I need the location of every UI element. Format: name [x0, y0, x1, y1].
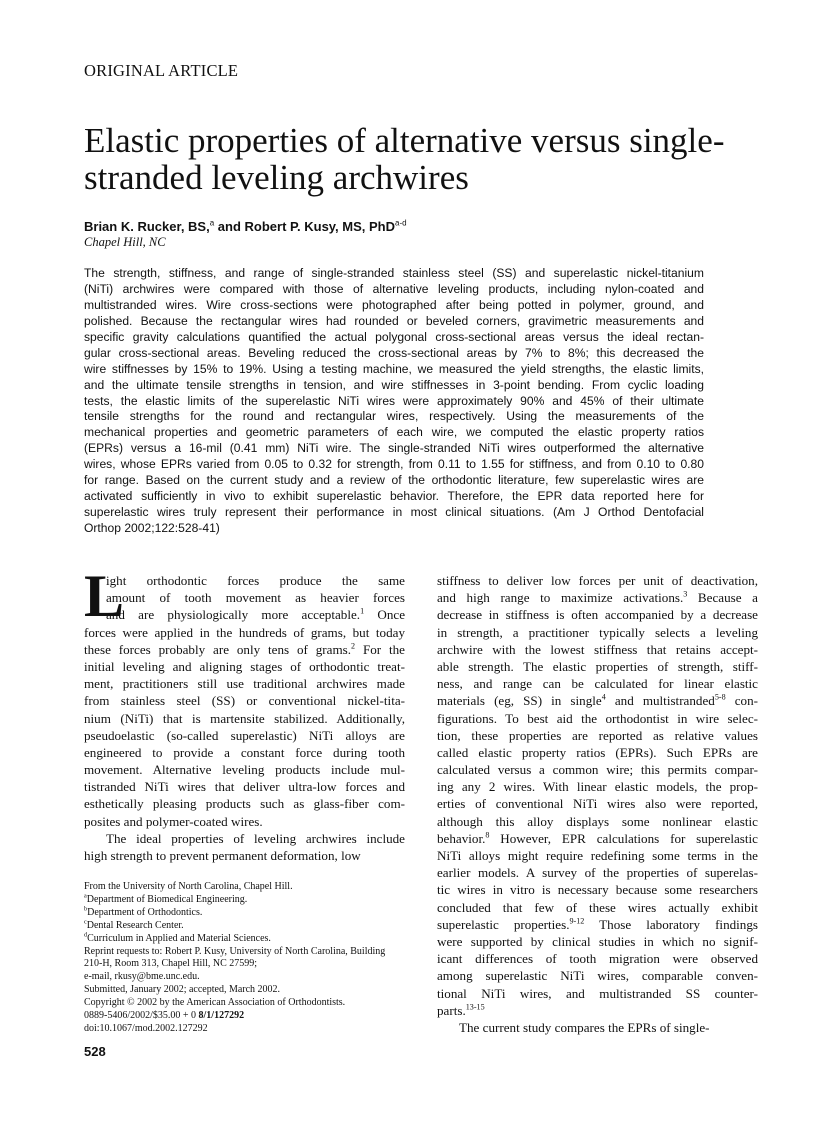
body-line: [84, 813, 405, 830]
text-segment: in strength, a practitioner typically selects a leveling: [437, 624, 758, 640]
body-line: [437, 985, 758, 1002]
body-line: [84, 795, 405, 812]
text-segment: erties of conventional NiTi wires also were reported,: [437, 796, 758, 812]
text-segment: from stainless steel (SS) or conventional nickel-tita-: [84, 693, 405, 709]
footnotes: [84, 881, 409, 1036]
abstract-line: [84, 489, 704, 505]
text-segment: calculated versus a common wire; this permits compar-: [437, 762, 758, 778]
text-segment: although this alloy displays some nonlinear elastic: [437, 813, 758, 829]
body-line: [437, 847, 758, 864]
text-segment: materials (eg, SS) in single: [437, 693, 602, 709]
authors: [84, 219, 407, 234]
text-segment: tests, the elastic limits of the superelastic NiTi wires were approximately 90% and 45% of their ultimate: [84, 393, 704, 408]
text-segment: were supported by clinical studies in which no signif-: [437, 933, 758, 949]
text-segment: Once: [364, 607, 405, 623]
body-line: [437, 727, 758, 744]
text-segment: doi:10.1067/mod.2002.127292: [84, 1022, 208, 1034]
text-segment: archwire with the lowest stiffness that retains accept-: [437, 641, 758, 657]
citation-superscript: b: [84, 905, 88, 913]
abstract-line: [84, 314, 704, 330]
text-segment: high strength to prevent permanent deformation, low: [84, 848, 361, 863]
text-segment: and high range to maximize activations.: [437, 590, 684, 606]
abstract-line: [84, 330, 704, 346]
text-segment: ness, and range can be calculated for linear elastic: [437, 676, 758, 692]
footnote-line: [84, 907, 409, 920]
drop-cap: L: [84, 563, 125, 629]
text-segment: Submitted, January 2002; accepted, March 2002.: [84, 984, 281, 996]
body-line: [437, 933, 758, 950]
abstract-line: [84, 505, 704, 521]
text-segment: ing any 2 wires. With linear elastic models, the prop-: [437, 779, 758, 795]
abstract-line: [84, 282, 704, 298]
body-line: [437, 778, 758, 795]
text-segment: forces were applied in the hundreds of grams, but today: [84, 624, 405, 640]
text-segment: and are physiologically more acceptable.: [106, 607, 361, 623]
body-line: [437, 967, 758, 984]
citation-superscript: 3: [683, 589, 688, 599]
text-segment: Reprint requests to: Robert P. Kusy, University of North Carolina, Building: [84, 945, 386, 957]
body-line: [437, 795, 758, 812]
body-line: [84, 830, 405, 847]
body-column-left: [84, 572, 405, 864]
text-segment: earlier models. A survey of the properties of superelas-: [437, 865, 758, 881]
citation-superscript: 9-12: [569, 916, 585, 926]
title-line-1: Elastic properties of alternative versus single-: [84, 121, 725, 160]
author-location: Chapel Hill, NC: [84, 235, 166, 249]
text-segment: NiTi alloys might require redefining some terms in the: [437, 848, 758, 863]
citation-superscript: 1: [360, 607, 365, 617]
footnote-line: [84, 933, 409, 946]
text-segment: nium (NiTi) that is martensite stabilized. Additionally,: [84, 710, 405, 726]
text-segment: tistranded NiTi wires that deliver ultra-low forces and: [84, 779, 405, 795]
text-segment: tic wires in vitro is necessary because some researchers: [437, 882, 758, 898]
author-2: Robert P. Kusy, MS, PhD: [244, 219, 396, 234]
text-segment: (NiTi) archwires were compared with those of alternative leveling products, including nylon-coated and: [84, 281, 704, 296]
author-1-affiliation: a: [209, 218, 215, 228]
text-segment: these forces probably are only tens of grams.: [84, 641, 352, 657]
text-segment: However, EPR calculations for superelastic: [489, 830, 758, 846]
text-segment: specific gravity calculations quantified the actual polygonal cross-sectional areas versus the ideal rectan-: [84, 329, 704, 344]
author-1: Brian K. Rucker, BS,: [84, 219, 210, 234]
abstract-line: [84, 441, 704, 457]
footnote-line: [84, 984, 409, 997]
body-line: [437, 864, 758, 881]
footnote-line: [84, 920, 409, 933]
text-segment: Department of Orthodontics.: [87, 906, 203, 918]
text-segment: Because a: [687, 590, 758, 606]
body-line: [437, 916, 758, 933]
footnote-line: [84, 997, 409, 1010]
body-line: [437, 899, 758, 916]
body-line: [84, 761, 405, 778]
abstract-line: [84, 457, 704, 473]
text-segment: for range. Based on the current study and a review of the orthodontic literature, few superelastic wires are: [84, 473, 704, 488]
citation-superscript: 8: [485, 830, 490, 840]
body-line: [84, 641, 405, 658]
body-line: [84, 778, 405, 795]
text-segment: figurations. To best aid the orthodontist in wire selec-: [437, 710, 758, 726]
body-line: [437, 744, 758, 761]
body-line: [84, 692, 405, 709]
text-segment: concluded that few of these wires actually exhibit: [437, 899, 758, 915]
manuscript-id: 8/1/127292: [198, 1010, 245, 1022]
text-segment: behavior.: [437, 830, 486, 846]
text-segment: Department of Biomedical Engineering.: [86, 893, 248, 905]
text-segment: stiffness to deliver low forces per unit of deactivation,: [437, 573, 758, 588]
text-segment: tional NiTi wires, and multistranded SS counter-: [437, 985, 758, 1001]
footnote-line: [84, 946, 409, 959]
section-label: ORIGINAL ARTICLE: [84, 61, 239, 80]
body-line: [437, 572, 758, 589]
footnote-line: [84, 1010, 409, 1023]
body-line: [84, 658, 405, 675]
text-segment: superelastic wires truly represent their performance in most clinical situations. (Am J Orthod Dentofacial: [84, 505, 704, 520]
text-segment: decrease in stiffness is often accompanied by a decrease: [437, 607, 758, 623]
citation-superscript: 4: [601, 692, 606, 702]
text-segment: superelastic properties.: [437, 916, 570, 932]
body-line: [437, 641, 758, 658]
text-segment: Orthop 2002;122:528-41): [84, 521, 220, 535]
text-segment: among superelastic NiTi wires, comparable conven-: [437, 968, 758, 984]
footnote-line: [84, 1023, 409, 1036]
body-line: [84, 727, 405, 744]
title-line-2: stranded leveling archwires: [84, 158, 469, 197]
body-column-right: [437, 572, 758, 1036]
text-segment: From the University of North Carolina, Chapel Hill.: [84, 881, 293, 892]
citation-superscript: a: [84, 892, 87, 900]
text-segment: wires, whose EPRs varied from 0.05 to 0.32 for strength, from 0.11 to 1.55 for stiffness, and from 0.10 to 0.80: [84, 457, 704, 472]
text-segment: icant differences of tooth migration were observed: [437, 951, 758, 967]
text-segment: The strength, stiffness, and range of single-stranded stainless steel (SS) and superelastic nickel-titanium: [84, 266, 704, 280]
body-line: [84, 606, 405, 623]
body-line: [84, 675, 405, 692]
body-line: [437, 761, 758, 778]
abstract-line: [84, 394, 704, 410]
text-segment: multistranded wires. Wire cross-sections were photographed after being potted in polymer, ground, and: [84, 297, 704, 312]
body-line: [84, 744, 405, 761]
body-line: [84, 710, 405, 727]
citation-superscript: 2: [351, 641, 356, 651]
body-line: [437, 881, 758, 898]
abstract-line: [84, 409, 704, 425]
body-line: [437, 606, 758, 623]
body-line: [437, 813, 758, 830]
body-line: [437, 589, 758, 606]
text-segment: gular cross-sectional areas. Beveling reduced the cross-sectional areas by 7% to 8%; this decreased the: [84, 345, 704, 360]
text-segment: Copyright © 2002 by the American Association of Orthodontists.: [84, 997, 346, 1009]
text-segment: Those laboratory findings: [584, 916, 758, 932]
body-line: [437, 1002, 758, 1019]
text-segment: initial leveling and aligning stages of orthodontic treat-: [84, 658, 405, 674]
abstract-line: [84, 521, 704, 537]
text-segment: ight orthodontic forces produce the same: [106, 573, 405, 588]
article-title: [84, 122, 764, 196]
body-line: [437, 692, 758, 709]
abstract: [84, 266, 704, 537]
text-segment: and the ultimate tensile strengths in tension, and wire stiffnesses in 3-point bending. From cyclic loading: [84, 377, 704, 392]
abstract-line: [84, 425, 704, 441]
author-2-affiliation: a-d: [395, 218, 407, 228]
footnote-line: [84, 958, 409, 971]
text-segment: parts.: [437, 1002, 466, 1018]
page-number: 528: [84, 1044, 106, 1059]
body-line: [437, 658, 758, 675]
text-segment: The ideal properties of leveling archwires include: [106, 830, 405, 846]
body-line: [84, 572, 405, 589]
body-line: [84, 624, 405, 641]
text-segment: pseudoelastic (so-called superelastic) NiTi alloys are: [84, 727, 405, 743]
citation-superscript: 13-15: [465, 1002, 485, 1012]
body-line: [84, 847, 405, 864]
authors-and: and: [214, 219, 245, 234]
abstract-line: [84, 362, 704, 378]
text-segment: amount of tooth movement as heavier forces: [106, 590, 405, 606]
text-segment: 0889-5406/2002/$35.00 + 0: [84, 1010, 199, 1022]
body-line: [437, 624, 758, 641]
footnote-line: [84, 894, 409, 907]
body-line: [437, 675, 758, 692]
text-segment: polished. Because the rectangular wires had rounded or beveled corners, gravimetric measurements and: [84, 313, 704, 328]
body-line: [437, 710, 758, 727]
footnote-line: [84, 971, 409, 984]
text-segment: (EPRs) versus a 16-mil (0.41 mm) NiTi wire. The single-stranded NiTi wires outperformed the alternative: [84, 441, 704, 456]
text-segment: tensile strengths for the round and rectangular wires, respectively. Using the measurements of the: [84, 409, 704, 424]
text-segment: wire stiffnesses by 15% to 19%. Using a testing machine, we measured the yield strengths, the elastic limits,: [84, 361, 704, 376]
abstract-line: [84, 346, 704, 362]
citation-superscript: c: [84, 918, 87, 926]
citation-superscript: 5-8: [714, 692, 726, 702]
text-segment: posites and polymer-coated wires.: [84, 813, 263, 829]
body-line: [84, 589, 405, 606]
text-segment: Curriculum in Applied and Material Sciences.: [87, 932, 271, 944]
abstract-line: [84, 298, 704, 314]
text-segment: called elastic property ratios (EPRs). Such EPRs are: [437, 744, 758, 760]
text-segment: Dental Research Center.: [86, 919, 184, 931]
text-segment: movement. Alternative leveling products include mul-: [84, 762, 405, 778]
text-segment: ment, practitioners still use traditional archwires made: [84, 676, 405, 692]
body-line: [437, 830, 758, 847]
text-segment: and multistranded: [605, 693, 715, 709]
text-segment: e-mail, rkusy@bme.unc.edu.: [84, 971, 200, 983]
body-line: [437, 1019, 758, 1036]
text-segment: For the: [355, 641, 405, 657]
text-segment: con-: [725, 693, 758, 709]
abstract-line: [84, 266, 704, 282]
body-line: [437, 950, 758, 967]
text-segment: esthetically pleasing products such as glass-fiber com-: [84, 796, 405, 812]
text-segment: The current study compares the EPRs of single-: [459, 1019, 710, 1035]
text-segment: able strength. The elastic properties of strength, stiff-: [437, 658, 758, 674]
text-segment: activated sufficiently in vivo to exhibit superelastic behavior. Therefore, the EPR data reported here for: [84, 489, 704, 504]
abstract-line: [84, 473, 704, 489]
text-segment: engineered to provide a constant force during tooth: [84, 744, 405, 760]
text-segment: 210-H, Room 313, Chapel Hill, NC 27599;: [84, 958, 258, 970]
text-segment: mechanical properties and geometric parameters of each wire, we computed the elastic property ratios: [84, 425, 704, 440]
abstract-line: [84, 378, 704, 394]
footnote-line: [84, 881, 409, 894]
citation-superscript: d: [84, 931, 88, 939]
text-segment: tion, these properties are reported as relative values: [437, 727, 758, 743]
